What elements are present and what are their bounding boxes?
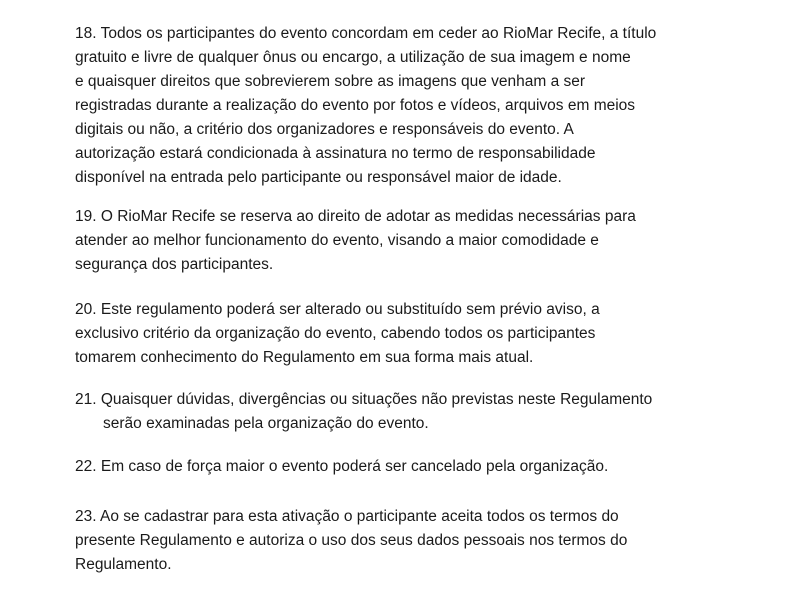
clause-18	[75, 22, 765, 190]
clause-line: 19. O RioMar Recife se reserva ao direito de adotar as medidas necessárias para	[75, 208, 636, 225]
clause-line: 23. Ao se cadastrar para esta ativação o participante aceita todos os termos do	[75, 508, 619, 525]
clause-19	[75, 205, 765, 277]
clause-line: segurança dos participantes.	[75, 256, 274, 273]
clause-line: gratuito e livre de qualquer ônus ou encargo, a utilização de sua imagem e nome	[75, 49, 631, 66]
clause-20	[75, 298, 765, 370]
clause-21	[75, 388, 765, 436]
clause-22	[75, 455, 765, 479]
clause-line: serão examinadas pela organização do evento.	[103, 415, 429, 432]
clause-line: 20. Este regulamento poderá ser alterado ou substituído sem prévio aviso, a	[75, 301, 600, 318]
clause-line: atender ao melhor funcionamento do evento, visando a maior comodidade e	[75, 232, 599, 249]
clause-line: exclusivo critério da organização do evento, cabendo todos os participantes	[75, 325, 596, 342]
clause-line: 18. Todos os participantes do evento concordam em ceder ao RioMar Recife, a título	[75, 25, 657, 42]
clause-line: digitais ou não, a critério dos organizadores e responsáveis do evento. A	[75, 121, 574, 138]
clause-line: registradas durante a realização do evento por fotos e vídeos, arquivos em meios	[75, 97, 636, 114]
clause-line: e quaisquer direitos que sobrevierem sobre as imagens que venham a ser	[75, 73, 586, 90]
clause-line: Regulamento.	[75, 556, 172, 573]
clause-line: tomarem conhecimento do Regulamento em sua forma mais atual.	[75, 349, 534, 366]
clause-line: disponível na entrada pelo participante ou responsável maior de idade.	[75, 169, 562, 186]
clause-line: 22. Em caso de força maior o evento poderá ser cancelado pela organização.	[75, 458, 609, 475]
clause-23	[75, 505, 765, 577]
clause-line: autorização estará condicionada à assinatura no termo de responsabilidade	[75, 145, 596, 162]
clause-line: 21. Quaisquer dúvidas, divergências ou situações não previstas neste Regulamento	[75, 391, 653, 408]
clause-line: presente Regulamento e autoriza o uso dos seus dados pessoais nos termos do	[75, 532, 628, 549]
